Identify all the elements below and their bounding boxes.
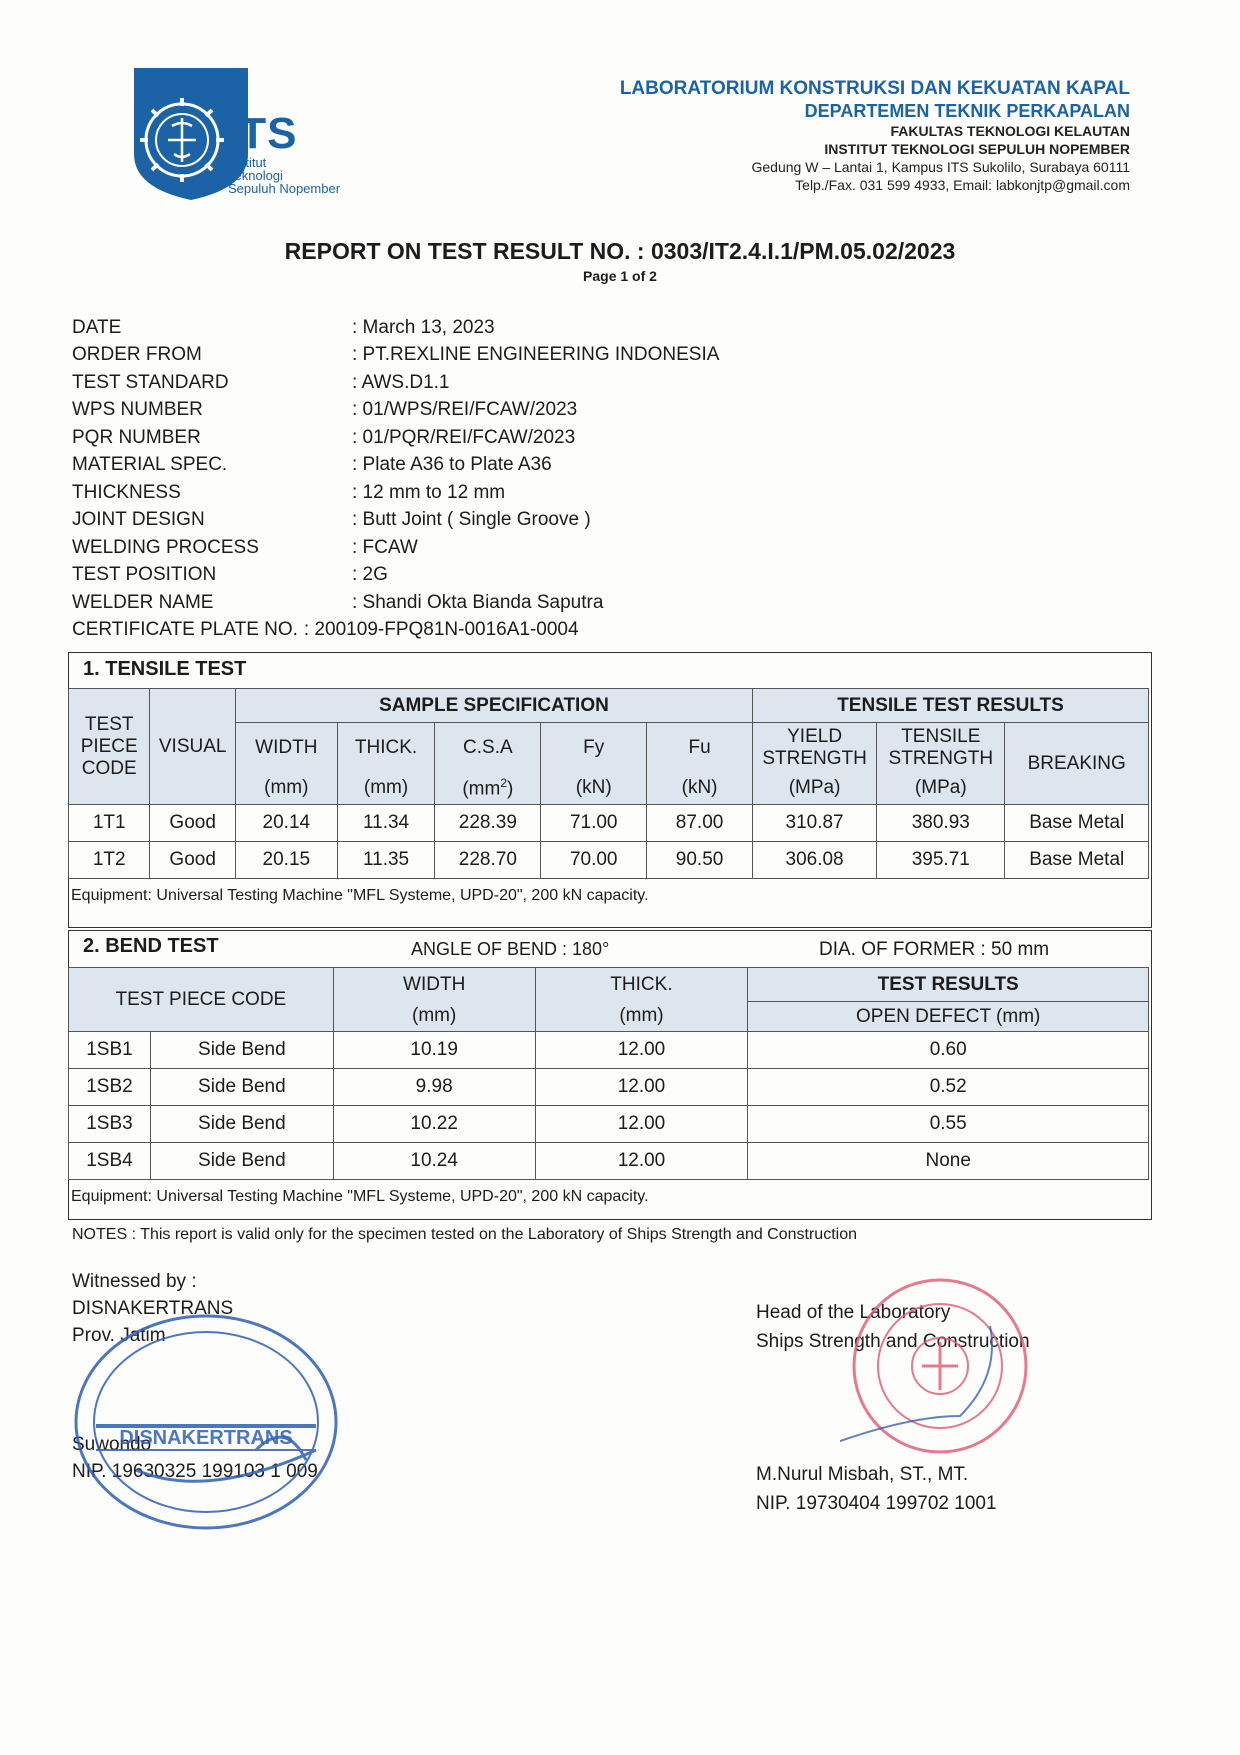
cell: 11.35 — [337, 842, 435, 879]
col-width: WIDTH — [235, 723, 337, 773]
info-row-welder: WELDER NAME : Shandi Okta Bianda Saputra — [72, 591, 604, 613]
table-row — [69, 1069, 1149, 1106]
its-logo-word: ITS — [226, 109, 298, 158]
cell: 1SB4 — [69, 1143, 151, 1180]
cell: 87.00 — [647, 805, 753, 842]
angle-of-bend: ANGLE OF BEND : 180° — [411, 939, 610, 959]
cell: 1T2 — [69, 842, 150, 879]
cell: 310.87 — [753, 805, 877, 842]
cell: 306.08 — [753, 842, 877, 879]
col-open-defect: OPEN DEFECT (mm) — [748, 1002, 1149, 1032]
col-fu: Fu — [647, 723, 753, 773]
cell: 10.24 — [333, 1143, 535, 1180]
cell: Base Metal — [1005, 805, 1149, 842]
cell: 1SB2 — [69, 1069, 151, 1106]
cell: 71.00 — [541, 805, 647, 842]
its-logo-subtitle: Institut Teknologi Sepuluh Nopember — [228, 155, 341, 196]
cell: 10.22 — [333, 1106, 535, 1143]
col-fy: Fy — [541, 723, 647, 773]
table-row — [69, 1143, 1149, 1180]
dia-of-former: DIA. OF FORMER : 50 mm — [819, 939, 1050, 960]
bend-test-header — [69, 931, 1151, 967]
test-results-header: TEST RESULTS — [748, 968, 1149, 1002]
bend-test-title: 2. BEND TEST — [83, 935, 219, 957]
cell: 20.15 — [235, 842, 337, 879]
tensile-table — [68, 688, 1149, 879]
unit-width: (mm) — [333, 1002, 535, 1032]
col-visual: VISUAL — [150, 689, 236, 805]
cell: 1SB1 — [69, 1032, 151, 1069]
info-row-process: WELDING PROCESS : FCAW — [72, 536, 418, 558]
table-row — [69, 1106, 1149, 1143]
col-csa: C.S.A — [435, 723, 541, 773]
witness-org: DISNAKERTRANS — [72, 1298, 234, 1319]
table-row — [69, 842, 1149, 879]
info-row-pqr: PQR NUMBER : 01/PQR/REI/FCAW/2023 — [72, 426, 576, 448]
cell: 1SB3 — [69, 1106, 151, 1143]
laboratory-stamp-icon — [840, 1266, 1040, 1466]
col-width: WIDTH — [333, 968, 535, 1002]
bend-test-section — [68, 930, 1152, 1220]
col-test-piece-code: TEST PIECE CODE — [69, 968, 334, 1032]
tensile-test-title: 1. TENSILE TEST — [83, 658, 247, 680]
cell: Side Bend — [150, 1143, 333, 1180]
info-row-thickness: THICKNESS : 12 mm to 12 mm — [72, 481, 506, 503]
faculty-name: FAKULTAS TEKNOLOGI KELAUTAN — [890, 123, 1130, 139]
info-row-standard: TEST STANDARD : AWS.D1.1 — [72, 371, 450, 393]
laboratory-header — [620, 78, 1130, 194]
cell: 20.14 — [235, 805, 337, 842]
info-row-joint: JOINT DESIGN : Butt Joint ( Single Groove ) — [72, 509, 591, 531]
unit-yield: (MPa) — [753, 773, 877, 805]
head-name: M.Nurul Misbah, ST., MT. — [756, 1464, 969, 1485]
cell: Good — [150, 805, 236, 842]
col-breaking: BREAKING — [1005, 723, 1149, 805]
cell: 70.00 — [541, 842, 647, 879]
unit-width: (mm) — [235, 773, 337, 805]
cell: 380.93 — [877, 805, 1005, 842]
head-title: Head of the Laboratory — [756, 1302, 951, 1323]
unit-fu: (kN) — [647, 773, 753, 805]
cell: 228.39 — [435, 805, 541, 842]
tensile-results-header: TENSILE TEST RESULTS — [753, 689, 1149, 723]
address: Gedung W – Lantai 1, Kampus ITS Sukolilo, Surabaya 60111 — [751, 159, 1130, 175]
lab-name: LABORATORIUM KONSTRUKSI DAN KEKUATAN KAPAL — [619, 78, 1130, 99]
info-row-date: DATE : March 13, 2023 — [72, 316, 495, 338]
cell: 12.00 — [535, 1069, 748, 1106]
institute-name: INSTITUT TEKNOLOGI SEPULUH NOPEMBER — [824, 141, 1130, 157]
disnakertrans-stamp-icon — [56, 1300, 346, 1540]
cell: Base Metal — [1005, 842, 1149, 879]
witness-nip: NIP. 19630325 199103 1 009 — [72, 1461, 318, 1482]
col-yield-strength: YIELD STRENGTH — [753, 723, 877, 773]
cell: 0.55 — [748, 1106, 1149, 1143]
cell: 10.19 — [333, 1032, 535, 1069]
tensile-test-section — [68, 652, 1152, 928]
cell: 12.00 — [535, 1143, 748, 1180]
witness-province: Prov. Jatim — [72, 1325, 166, 1346]
unit-thick: (mm) — [535, 1002, 748, 1032]
info-row-certificate: CERTIFICATE PLATE NO. : 200109-FPQ81N-0016A1-0004 — [72, 619, 579, 641]
bend-table — [68, 967, 1149, 1180]
unit-tensile: (MPa) — [877, 773, 1005, 805]
department-name: DEPARTEMEN TEKNIK PERKAPALAN — [804, 101, 1130, 121]
sample-specification-header: SAMPLE SPECIFICATION — [235, 689, 752, 723]
witness-name: Suwondo — [72, 1434, 152, 1455]
info-row-order: ORDER FROM : PT.REXLINE ENGINEERING INDONESIA — [72, 344, 720, 366]
witness-label: Witnessed by : — [72, 1271, 197, 1292]
notes: NOTES : This report is valid only for the specimen tested on the Laboratory of Ships Strength and Construction — [72, 1226, 857, 1243]
bend-equipment-note: Equipment: Universal Testing Machine "MFL Systeme, UPD-20", 200 kN capacity. — [71, 1188, 649, 1205]
cell: 90.50 — [647, 842, 753, 879]
cell: Side Bend — [150, 1069, 333, 1106]
page-number: Page 1 of 2 — [583, 268, 657, 284]
cell: 228.70 — [435, 842, 541, 879]
head-lab-name: Ships Strength and Construction — [756, 1331, 1030, 1352]
head-nip: NIP. 19730404 199702 1001 — [756, 1493, 997, 1514]
col-test-piece-code: TEST PIECE CODE — [69, 689, 150, 805]
unit-fy: (kN) — [541, 773, 647, 805]
tensile-equipment-note: Equipment: Universal Testing Machine "MFL Systeme, UPD-20", 200 kN capacity. — [71, 887, 649, 904]
stamp-text: DISNAKERTRANS — [119, 1427, 293, 1449]
report-title: REPORT ON TEST RESULT NO. : 0303/IT2.4.I.1/PM.05.02/2023 — [284, 238, 956, 264]
unit-csa: $(mm^2)$ — [435, 773, 541, 805]
info-row-material: MATERIAL SPEC. : Plate A36 to Plate A36 — [72, 454, 552, 476]
cell: 12.00 — [535, 1106, 748, 1143]
info-row-position: TEST POSITION : 2G — [72, 564, 388, 586]
cell: 9.98 — [333, 1069, 535, 1106]
cell: 12.00 — [535, 1032, 748, 1069]
info-row-wps: WPS NUMBER : 01/WPS/REI/FCAW/2023 — [72, 399, 578, 421]
report-info — [72, 314, 719, 644]
col-thick: THICK. — [535, 968, 748, 1002]
cell: Good — [150, 842, 236, 879]
cell: None — [748, 1143, 1149, 1180]
col-thick: THICK. — [337, 723, 435, 773]
cell: 0.60 — [748, 1032, 1149, 1069]
contact: Telp./Fax. 031 599 4933, Email: labkonjtp@gmail.com — [795, 177, 1130, 193]
col-tensile-strength: TENSILE STRENGTH — [877, 723, 1005, 773]
table-row — [69, 805, 1149, 842]
cell: 0.52 — [748, 1069, 1149, 1106]
table-row — [69, 1032, 1149, 1069]
cell: 395.71 — [877, 842, 1005, 879]
cell: 1T1 — [69, 805, 150, 842]
cell: Side Bend — [150, 1106, 333, 1143]
unit-thick: (mm) — [337, 773, 435, 805]
cell: 11.34 — [337, 805, 435, 842]
cell: Side Bend — [150, 1032, 333, 1069]
